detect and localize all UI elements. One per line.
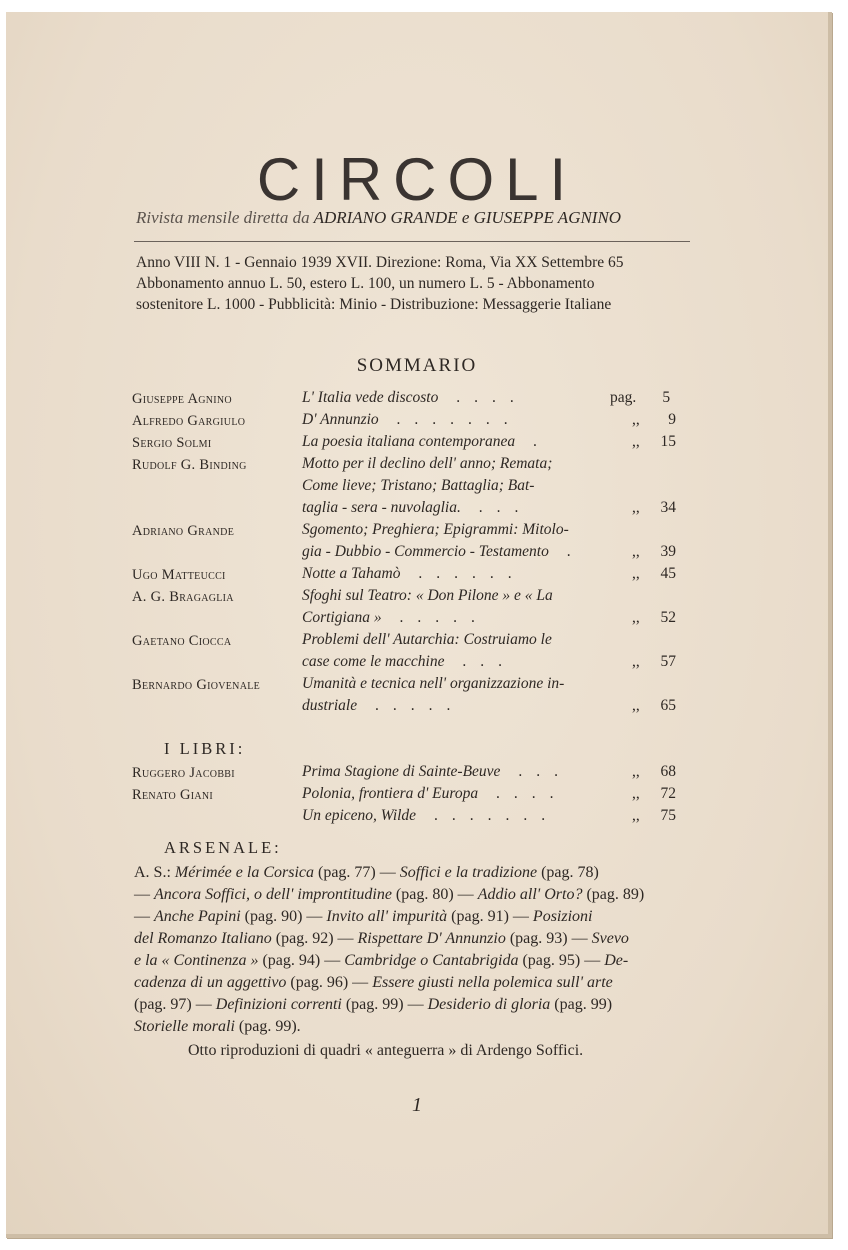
- arsenale-title: Cambridge o Cantabrigida: [344, 952, 519, 969]
- arsenale-heading: ARSENALE:: [164, 838, 282, 857]
- libri-heading: I LIBRI:: [164, 739, 246, 758]
- toc-title-text: taglia - sera - nuvolaglia.: [302, 499, 461, 516]
- page-label: ,,: [632, 653, 640, 670]
- toc-author: A. G. Bragaglia: [132, 589, 234, 605]
- subtitle-editors: ADRIANO GRANDE e GIUSEPPE AGNINO: [313, 208, 622, 227]
- arsenale-ref: (pag. 90) —: [240, 908, 327, 925]
- page-value: 45: [660, 565, 676, 582]
- libri-author: Ruggero Jacobbi: [132, 765, 235, 781]
- info-line-1: Anno VIII N. 1 - Gennaio 1939 XVII. Direzione: Roma, Via XX Settembre 65: [136, 254, 624, 271]
- arsenale-ref: —: [134, 886, 154, 903]
- arsenale-ref: (pag. 99): [550, 996, 613, 1013]
- toc-title-line: [302, 411, 522, 429]
- arsenale-ref: (pag. 94) —: [258, 952, 345, 969]
- page-value: 52: [660, 609, 676, 626]
- arsenale-ref: (pag. 97) —: [134, 996, 216, 1013]
- toc-author: Bernardo Giovenale: [132, 677, 261, 693]
- leader-dots: .......: [378, 411, 522, 428]
- journal-page: [6, 12, 832, 1238]
- toc-author: Alfredo Gargiulo: [132, 413, 246, 429]
- toc-page-number: [632, 697, 676, 715]
- libri-title-text: Polonia, frontiera d' Europa: [302, 785, 479, 802]
- arsenale-ref: (pag. 95) —: [518, 952, 605, 969]
- toc-author: Rudolf G. Binding: [132, 457, 247, 473]
- subtitle-lead: Rivista mensile diretta da: [136, 208, 310, 227]
- toc-title-line: [302, 631, 552, 649]
- toc-page-number: [632, 433, 676, 451]
- toc-title-text: case come le macchine: [302, 653, 445, 670]
- arsenale-title: del Romanzo Italiano: [134, 930, 272, 947]
- arsenale-title: Essere giusti nella polemica sull' arte: [372, 974, 613, 991]
- leader-dots: ....: [478, 785, 568, 802]
- page-value: 75: [660, 807, 676, 824]
- ditto-mark: ,,: [632, 763, 640, 780]
- arsenale-title: Anche Papini: [154, 908, 241, 925]
- page-value: 39: [660, 543, 676, 560]
- libri-title: [302, 785, 567, 803]
- toc-title-text: Sgomento; Preghiera; Epigrammi: Mitolo-: [302, 521, 569, 538]
- toc-title-text: Motto per il declino dell' anno; Remata;: [302, 455, 553, 472]
- page-label: pag.: [610, 389, 641, 406]
- arsenale-line: [134, 908, 592, 926]
- info-line-2: Abbonamento annuo L. 50, estero L. 100, un numero L. 5 - Abbonamento: [136, 275, 595, 292]
- toc-title-line: [302, 389, 528, 407]
- arsenale-line: [134, 952, 628, 970]
- toc-title-line: [302, 499, 532, 517]
- page-number: 1: [412, 1094, 422, 1116]
- arsenale-ref: (pag. 93) —: [505, 930, 592, 947]
- arsenale-title: Invito all' impurità: [326, 908, 448, 925]
- arsenale-ref: —: [134, 908, 154, 925]
- arsenale-ref: (pag. 78): [537, 864, 599, 881]
- toc-title-line: [302, 565, 526, 583]
- leader-dots: .......: [416, 807, 560, 824]
- sommario-heading: SOMMARIO: [356, 355, 478, 376]
- arsenale-line: [134, 886, 644, 904]
- page-value: 65: [660, 697, 676, 714]
- leader-dots: .: [548, 543, 585, 560]
- arsenale-title: Storielle morali: [134, 1018, 235, 1035]
- arsenale-line: [134, 864, 599, 882]
- ditto-mark: ,,: [632, 785, 640, 802]
- page-label: ,,: [632, 609, 640, 626]
- arsenale-title: Rispettare D' Annunzio: [357, 930, 506, 947]
- arsenale-title: Ancora Soffici, o dell' improntitudine: [154, 886, 392, 903]
- arsenale-title: Mérimée e la Corsica: [174, 864, 314, 881]
- journal-title: CIRCOLI: [256, 146, 578, 213]
- arsenale-title: Soffici e la tradizione: [399, 864, 538, 881]
- libri-page-number: [632, 807, 676, 825]
- arsenale-title: cadenza di un aggettivo: [134, 974, 287, 991]
- arsenale-ref: (pag. 77) —: [313, 864, 400, 881]
- arsenale-line: [134, 1018, 301, 1036]
- toc-author: Ugo Matteucci: [132, 567, 226, 583]
- toc-title-line: [302, 521, 569, 539]
- toc-title-text: Umanità e tecnica nell' organizzazione in-: [302, 675, 565, 692]
- toc-title-text: Problemi dell' Autarchia: Costruiamo le: [302, 631, 552, 648]
- leader-dots: ...: [444, 653, 516, 670]
- leader-dots: .: [515, 433, 551, 450]
- toc-title-text: Sfoghi sul Teatro: « Don Pilone » e « La: [302, 587, 553, 604]
- arsenale-ref: (pag. 91) —: [447, 908, 533, 925]
- toc-title-text: Come lieve; Tristano; Battaglia; Bat-: [302, 477, 535, 494]
- page-value: 34: [660, 499, 676, 516]
- toc-title-line: [302, 697, 464, 715]
- libri-title: [302, 807, 559, 825]
- arsenale-ref: (pag. 99) —: [341, 996, 428, 1013]
- arsenale-title: Posizioni: [532, 908, 593, 925]
- toc-page-number: [632, 609, 676, 627]
- toc-title-line: [302, 455, 552, 473]
- leader-dots: ...: [500, 763, 572, 780]
- page-label: ,,: [632, 565, 640, 582]
- arsenale-title: Addio all' Orto?: [477, 886, 583, 903]
- arsenale-ref: (pag. 80) —: [391, 886, 478, 903]
- journal-subtitle: [136, 208, 621, 228]
- page-value: 68: [660, 763, 676, 780]
- arsenale-ref: (pag. 92) —: [271, 930, 358, 947]
- arsenale-line: [134, 974, 613, 992]
- arsenale-ref: (pag. 96) —: [286, 974, 373, 991]
- toc-title-line: [302, 653, 516, 671]
- libri-author: Renato Giani: [132, 787, 214, 803]
- toc-title-text: L' Italia vede discosto: [302, 389, 439, 406]
- page-label: ,,: [632, 697, 640, 714]
- toc-author: Adriano Grande: [132, 523, 235, 539]
- page-value: 57: [660, 653, 676, 670]
- arsenale-title: Definizioni correnti: [215, 996, 342, 1013]
- toc-title-text: Notte a Tahamò: [302, 565, 401, 582]
- toc-title-text: dustriale: [302, 697, 358, 714]
- libri-page-number: [632, 785, 676, 803]
- page-label: ,,: [632, 543, 640, 560]
- leader-dots: ......: [400, 565, 526, 582]
- toc-page-number: [632, 565, 676, 583]
- header-rule: [134, 241, 690, 242]
- toc-page-number: [610, 389, 670, 407]
- page-value: 5: [662, 389, 671, 406]
- info-line-3: sostenitore L. 1000 - Pubblicità: Minio - Distribuzione: Messaggerie Italiane: [136, 296, 612, 313]
- leader-dots: ....: [438, 389, 528, 406]
- toc-title-line: [302, 587, 553, 605]
- leader-dots: .....: [357, 697, 465, 714]
- page-label: ,,: [632, 499, 640, 516]
- libri-title-text: Un epiceno, Wilde: [302, 807, 417, 824]
- closing-note: Otto riproduzioni di quadri « anteguerra » di Ardengo Soffici.: [188, 1042, 584, 1059]
- toc-author: Sergio Solmi: [132, 435, 212, 451]
- toc-title-line: [302, 433, 551, 451]
- page-label: ,,: [632, 433, 640, 450]
- toc-title-line: [302, 675, 564, 693]
- arsenale-title: Svevo: [591, 930, 629, 947]
- toc-title-text: gia - Dubbio - Commercio - Testamento: [302, 543, 549, 560]
- toc-page-number: [632, 411, 676, 429]
- toc-title-line: [302, 477, 534, 495]
- arsenale-ref: A. S.:: [134, 864, 175, 881]
- toc-title-text: Cortigiana »: [302, 609, 382, 626]
- libri-page-number: [632, 763, 676, 781]
- arsenale-line: [134, 996, 612, 1014]
- ditto-mark: ,,: [632, 807, 640, 824]
- arsenale-line: [134, 930, 629, 948]
- libri-title-text: Prima Stagione di Sainte-Beuve: [302, 763, 501, 780]
- arsenale-title: e la « Continenza »: [134, 952, 259, 969]
- toc-author: Giuseppe Agnino: [132, 391, 232, 407]
- arsenale-title: De-: [604, 952, 629, 969]
- leader-dots: .....: [381, 609, 489, 626]
- toc-title-line: [302, 543, 585, 561]
- page-value: 9: [668, 411, 676, 428]
- arsenale-ref: (pag. 99).: [234, 1018, 301, 1035]
- libri-title: [302, 763, 572, 781]
- toc-page-number: [632, 653, 676, 671]
- page-label: ,,: [632, 411, 640, 428]
- toc-page-number: [632, 543, 676, 561]
- toc-title-text: La poesia italiana contemporanea: [302, 433, 516, 450]
- arsenale-ref: (pag. 89): [582, 886, 645, 903]
- toc-page-number: [632, 499, 676, 517]
- page-value: 15: [660, 433, 676, 450]
- page-value: 72: [660, 785, 676, 802]
- arsenale-title: Desiderio di gloria: [427, 996, 551, 1013]
- leader-dots: ...: [460, 499, 533, 516]
- toc-title-line: [302, 609, 489, 627]
- toc-title-text: D' Annunzio: [302, 411, 379, 428]
- toc-author: Gaetano Ciocca: [132, 633, 232, 649]
